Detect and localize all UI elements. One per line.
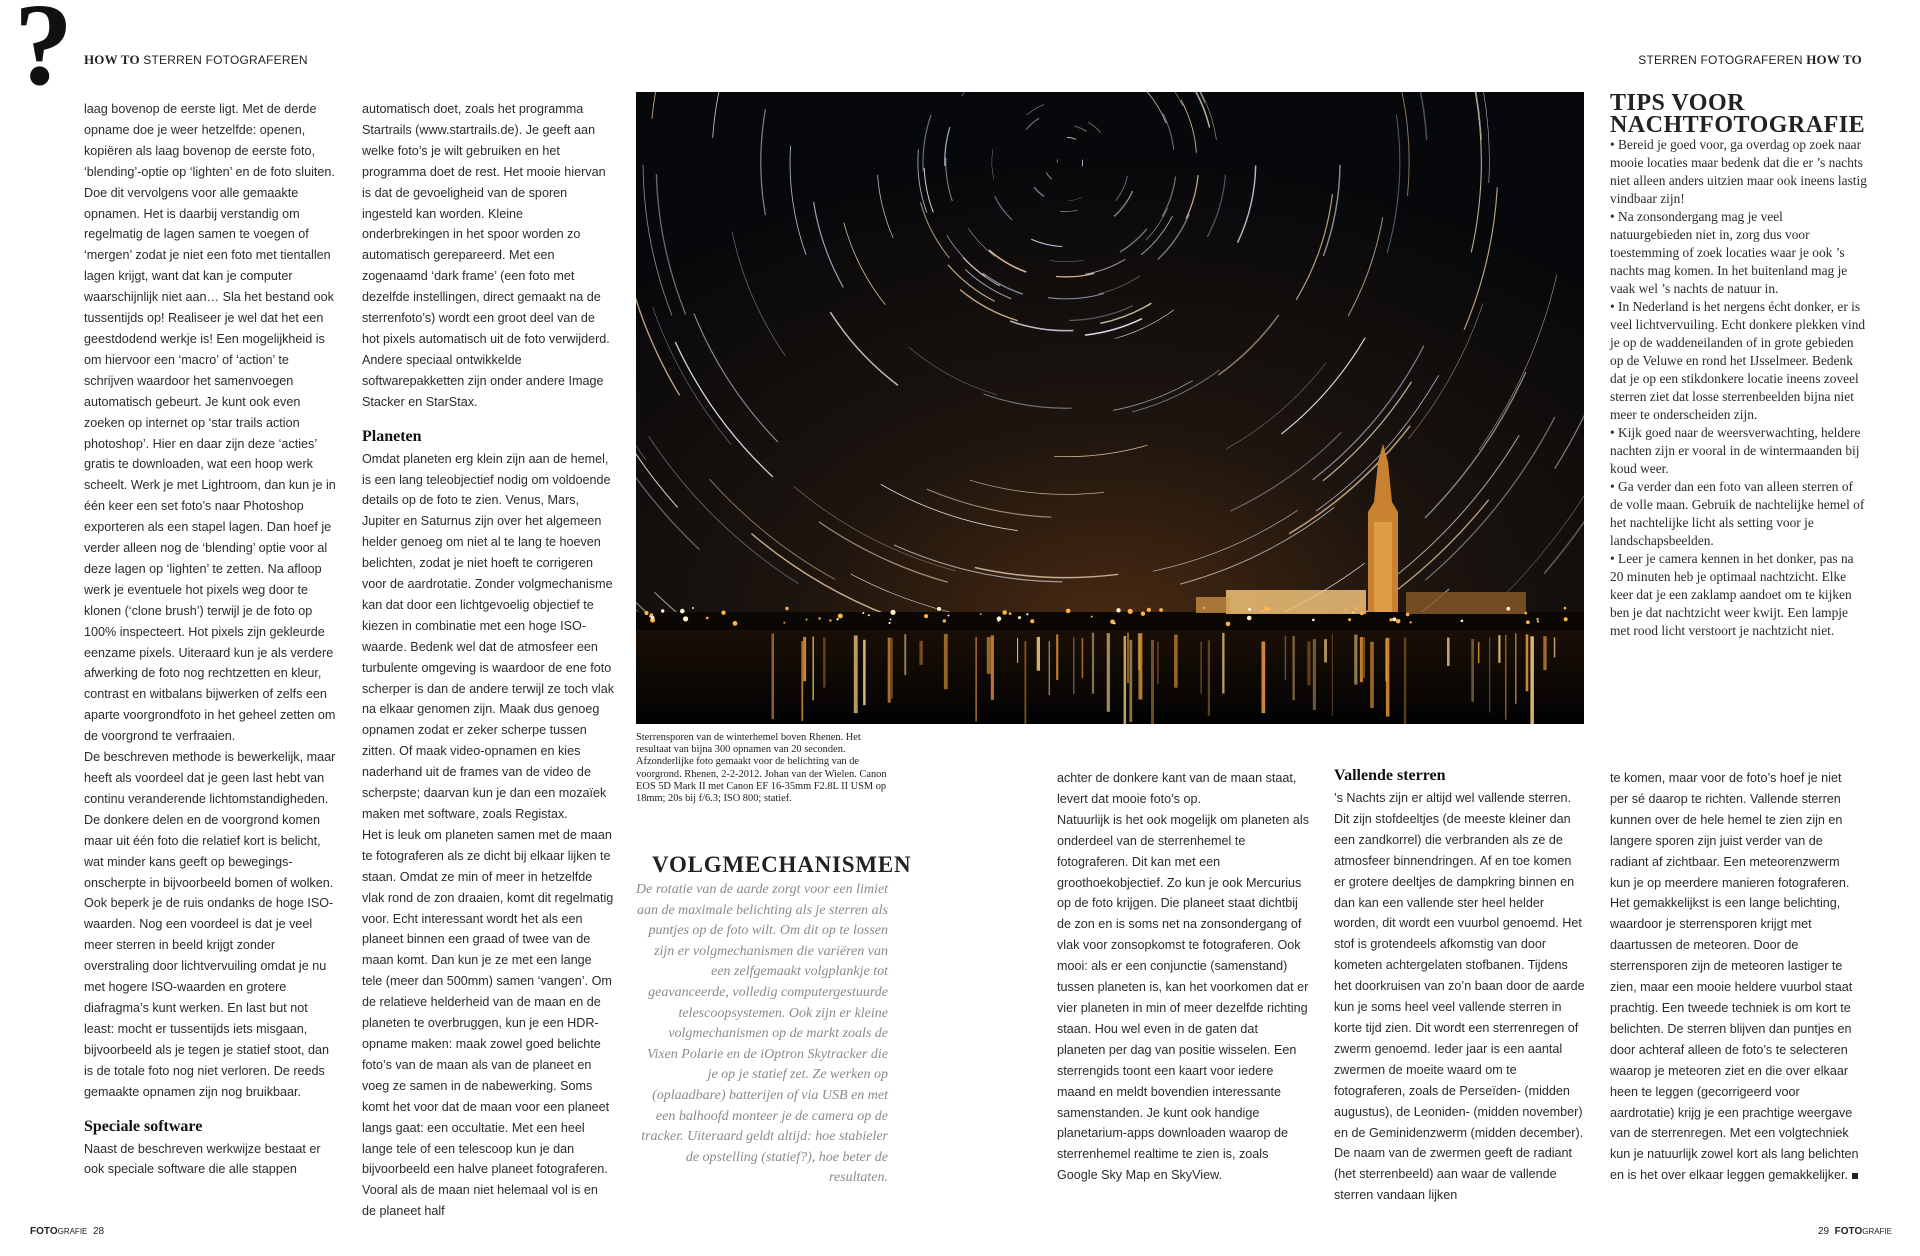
paragraph (1610, 768, 1862, 1186)
light-reflection (1037, 637, 1040, 671)
paragraph: ’s Nachts zijn er altijd wel vallende sterren. Dit zijn stofdeeltjes (de meeste kleiner dan een zandkorrel) die verbranden als ze de atmosfeer binnendringen. Af en toe komen er grotere deeltjes de dampkring binnen en dan kan een vallende ster heel helder worden, dit wordt een vuurbol genoemd. Het stof is grotendeels afkomstig van door kometen achtergelaten stofbanen. Tijdens het doorkruisen van zo’n baan door de aarde kun je soms heel veel vallende sterren in korte tijd zien. Dit wordt een sterrenregen of zwerm genoemd. Ieder jaar is een aantal zwermen de moeite waard om te fotograferen, zoals de Perseïden- (midden augustus), de Leoniden- (midden november) en de Geminidenzwerm (midden december). De naam van de zwermen geeft de radiant (het sterrenbeeld) aan waar de vallende sterren vandaan lijken (1334, 791, 1585, 1203)
town-light (721, 611, 725, 615)
running-header-right-text: STERREN FOTOGRAFEREN (1638, 53, 1807, 67)
footer-brand-rest: GRAFIE (1862, 1227, 1892, 1236)
light-reflection (801, 641, 803, 721)
light-reflection (1489, 637, 1490, 712)
town-light (1066, 609, 1071, 614)
tip-item: • Ga verder dan een foto van alleen sterren of de volle maan. Gebruik de nachtelijke hemel of het nachtelijke licht als setting voor je landschapsbeelden. (1610, 479, 1865, 548)
town-light (818, 617, 820, 619)
light-reflection (1515, 633, 1516, 704)
paragraph-text: te komen, maar voor de foto’s hoef je niet per sé daarop te richten. Vallende sterren kunnen over de hele hemel te zien zijn en langere sporen zijn juist verder van de radiant af zichtbaar. Een meteorenzwerm kun je op meerdere manieren fotograferen. Het gemakkelijkst is een lange belichting, waardoor je sterrensporen krijgt met daartussen de meteoren. Door de sterrensporen zijn de meteoren lastiger te zien, maar een mooie heldere vuurbol staat prachtig. Een tweede techniek is om kort te belichten. De sterren blijven dan puntjes en door achteraf alleen de foto’s te selecteren waarop je meteoren ziet en die over elkaar heen te leggen (gecorrigeerd voor aardrotatie) krijg je een prachtige weergave van de sterrenregen. Met een volgtechniek kun je natuurlijk zowel kort als lang belichten en is het over elkaar leggen gemakkelijker. (1610, 771, 1859, 1183)
star-trails-image (636, 92, 1584, 724)
town-light (651, 616, 655, 620)
section-heading-vallende-sterren: Vallende sterren (1334, 767, 1446, 784)
town-light (1141, 612, 1145, 616)
light-reflection (1157, 642, 1158, 684)
town-light (1406, 613, 1410, 617)
light-reflection (1262, 642, 1266, 714)
town-light (890, 619, 892, 621)
town-light (1128, 609, 1133, 614)
town-light (1147, 608, 1151, 612)
light-reflection (1139, 633, 1143, 699)
town-light (1360, 611, 1364, 615)
tips-list (1610, 136, 1868, 640)
town-light (997, 616, 1002, 621)
town-light (1525, 612, 1528, 615)
sidebar-title: VOLGMECHANISMEN (652, 852, 912, 877)
paragraph: Natuurlijk is het ook mogelijk om planeten als onderdeel van de sterrenhemel te fotograferen. Dit kan met een groothoekobjectief. Zo kun je ook Mercurius op de foto krijgen. Die planeet staat dichtbij de zon en is soms net na zonsondergang of vlak voor zonsopkomst te fotograferen. Ook mooi: als er een conjunctie (samenstand) tussen planeten is, kan het voorkomen dat er vier planeten in min of meer dezelfde richting staan. Hou wel even in de gaten dat planeten per dag van positie wisselen. Een sterrengids toont een kaart voor iedere maand en meldt bovendien interessante samenstanden. Je kunt ook handige planetarium-apps downloaden waarop de sterrenhemel realtime te zien is, zoals Google Sky Map en SkyView. (1057, 812, 1309, 1183)
tip-item: • Leer je camera kennen in het donker, pas na 20 minuten heb je optimaal nachtzicht. Elke keer dat je een zaklamp aandoet om te kijken ben je dat nachtzicht weer kwijt. Een lampje met rood licht verstoort je nachtzicht niet. (1610, 551, 1854, 638)
footer-brand-bold: FOTO (1834, 1226, 1863, 1237)
town-light (692, 607, 694, 609)
town-light (1461, 620, 1464, 623)
light-reflection (1017, 638, 1018, 663)
light-reflection (1056, 634, 1058, 680)
light-reflection (1478, 642, 1480, 663)
light-reflection (1200, 642, 1202, 694)
town-light (1002, 610, 1007, 615)
lit-building (1406, 592, 1526, 614)
running-header-left-bold: HOW TO (84, 52, 140, 67)
town-light (924, 614, 928, 618)
town-light (1018, 616, 1021, 619)
article-column-6 (1610, 768, 1862, 1186)
light-reflection (1082, 638, 1084, 678)
lit-building (1196, 597, 1230, 613)
town-light (680, 609, 685, 614)
town-light (829, 619, 831, 621)
light-reflection (1222, 633, 1224, 694)
question-mark-graphic: ? (14, 0, 73, 110)
article-column-5 (1334, 748, 1586, 1206)
light-reflection (1324, 639, 1327, 662)
town-light (806, 619, 808, 621)
light-reflection (1127, 633, 1128, 684)
photo-caption: Sterrensporen van de winterhemel boven Rhenen. Het resultaat van bijna 300 opnamen van 20 seconden. Afzonderlijke foto gemaakt voor de belichting van de voorgrond. Rhenen, 2-2-2012. Johan van der Wielen. Canon EOS 5D Mark II met Canon EF 16-35mm F2.8L II USM op 18mm; 20s bij f/6.3; ISO 800; statief. (636, 732, 887, 805)
town-light (997, 620, 999, 622)
town-light (1506, 607, 1510, 611)
light-reflection (854, 636, 858, 714)
light-reflection (1049, 641, 1050, 695)
town-light (836, 618, 838, 620)
light-reflection (1404, 638, 1406, 725)
section-heading-planeten: Planeten (362, 427, 422, 445)
light-reflection (1505, 635, 1506, 720)
light-reflection (1092, 633, 1094, 694)
section-heading-software: Speciale software (84, 1117, 203, 1135)
light-reflection (1307, 642, 1310, 686)
running-header-left-text: STERREN FOTOGRAFEREN (139, 53, 308, 67)
town-light (1312, 619, 1315, 622)
town-light (1203, 607, 1205, 609)
town-light (862, 612, 864, 614)
town-light (1389, 618, 1392, 621)
town-light (889, 622, 891, 624)
light-reflection (1107, 633, 1110, 712)
town-light (1536, 618, 1538, 620)
light-reflection (1073, 637, 1075, 694)
town-light (868, 614, 870, 616)
town-light (1526, 620, 1530, 624)
paragraph: achter de donkere kant van de maan staat, levert dat mooie foto’s op. (1057, 771, 1297, 806)
light-reflection (1208, 640, 1210, 715)
light-reflection (991, 635, 994, 699)
article-column-1 (84, 99, 336, 1180)
light-reflection (1471, 639, 1474, 702)
paragraph: Omdat planeten erg klein zijn aan de hemel, is een lang teleobjectief nodig om voldoende details op de foto te zien. Venus, Mars, Jupiter en Saturnus zijn over het algemeen helder genoeg om niet al te lang te hoeven belichten, zodat je niet hoeft te corrigeren voor de aardrotatie. Zonder volgmechanisme kan dat door een lichtgevoelig objectief te kiezen in combinatie met een hoge ISO-waarde. Bedenk wel dat de atmosfeer een turbulente omgeving is waardoor de ene foto scherper is dan de andere terwijl ze toch vlak na elkaar genomen zijn. Maak dus genoeg opnamen zodat er zeker scherpe tussen zitten. Of maak video-opnamen en kies naderhand uit de frames van de video de scherpste; daarvan kun je dan een mozaïek maken met software, zoals Registax. (362, 451, 615, 821)
town-light (1116, 608, 1120, 612)
light-reflection (1129, 640, 1132, 722)
light-reflection (1385, 639, 1387, 682)
light-reflection (1354, 635, 1357, 685)
footer-brand-bold: FOTO (30, 1226, 58, 1237)
paragraph: Naast de beschreven werkwijze bestaat er ook speciale software die alle stappen (84, 1141, 321, 1177)
town-light (1159, 608, 1163, 612)
town-light (706, 617, 709, 620)
town-light (1537, 621, 1539, 623)
town-light (1091, 616, 1093, 618)
town-light (1248, 608, 1251, 611)
light-reflection (1360, 637, 1363, 682)
town-light (783, 622, 785, 624)
town-light (1352, 612, 1354, 614)
town-light (1348, 618, 1351, 621)
town-light (838, 614, 843, 619)
tip-item: • Bereid je goed voor, ga overdag op zoek naar mooie locaties maar bedenk dat die er ’s nachts niet alleen anders uitzien maar ook ineens lastig vindbaar zijn! (1610, 137, 1867, 206)
tip-item: • In Nederland is het nergens écht donker, er is veel lichtvervuiling. Echt donkere plekken vind je op de waddeneilanden of in grote gebieden op de Veluwe en rond het IJsselmeer. Bedenk dat je op een stikdonkere locatie ineens zoveel sterren ziet dat losse sterrenbeelden bijna niet meer te onderscheiden zijn. (1610, 299, 1866, 422)
town-light (1226, 622, 1231, 627)
town-light (1026, 613, 1028, 615)
light-reflection (1285, 636, 1286, 680)
article-column-4 (1057, 768, 1309, 1186)
town-light (1410, 621, 1412, 623)
town-light (733, 621, 738, 626)
town-light (1113, 622, 1115, 624)
sidebar-text: De rotatie van de aarde zorgt voor een limiet aan de maximale belichting als je sterren als puntjes op de foto wilt. Om dit op te lossen zijn er volgmechanismen die variëren van een zelfgemaakt volgplankje tot geavanceerde, volledig computergestuurde telescoopsystemen. Ook zijn er kleine volgmechanismen op de markt zoals de Vixen Polarie en de iOptron Skytracker die je op je statief zet. Ze werken op (oplaadbare) batterijen of via USB en met een balhoofd monteer je de camera op de tracker. Uiteraard geldt altijd: hoe stabieler de opstelling (statief?), hoe beter de resultaten. (636, 882, 888, 1186)
light-reflection (823, 638, 826, 688)
town-light (1030, 619, 1034, 623)
paragraph: laag bovenop de eerste ligt. Met de derde opname doe je weer hetzelfde: openen, kopiëren als laag bovenop de eerste foto, ‘blending’-optie op ‘lighten’ en de foto sluiten. Doe dit vervolgens voor alle gemaakte opnamen. Het is daarbij verstandig om regelmatig de lagen samen te voegen of ‘mergen’ zodat je niet een foto met tientallen lagen krijgt, want dat kan je computer waarschijnlijk niet aan… Sla het bestand ook tussentijds op! Realiseer je wel dat het een geestdodend werkje is! Een mogelijkheid is om hiervoor een ‘macro’ of ‘action’ te schrijven waardoor het samenvoegen automatisch gebeurt. Je kunt ook even zoeken op internet op ‘star trails action photoshop’. Hier en daar zijn deze ‘acties’ gratis te downloaden, wat een hoop werk scheelt. Werk je met Lightroom, dan kun je in één keer een set foto’s naar Photoshop exporteren als een stapel lagen. Dan hoef je verder alleen nog de ‘blending’ optie voor al deze lagen op ‘lighten’ te zetten. Na afloop werk je eventuele hot pixels weg door te klonen (‘clone brush’) terwijl je de foto op 100% inspecteert. Hot pixels zijn gekleurde eenzame pixels. Uiteraard kun je als verdere afwerking de foto nog rechtzetten en kleur, contrast en witbalans bijwerken of zelfs een aparte voorgrondfoto in het geheel zetten om de voorgrond te verfraaien. (84, 102, 336, 744)
town-light (947, 615, 949, 617)
paragraph: automatisch doet, zoals het programma Startrails (www.startrails.de). Je geeft aan welke foto’s je wilt gebruiken en het programma doet de rest. Het mooie hiervan is dat de gevoeligheid van de sporen ingesteld kan worden. Kleine onderbrekingen in het spoor worden zo automatisch gerepareerd. Met een zogenaamd ‘dark frame’ (een foto met dezelfde instellingen, direct gemaakt na de sterrenfoto’s) wordt een groot deel van de hot pixels automatisch uit de foto verwijderd. Andere speciaal ontwikkelde softwarepakketten zijn onder andere Image Stacker en StarStax. (362, 102, 610, 409)
town-light (937, 607, 941, 611)
running-header-left (84, 52, 308, 68)
end-of-article-mark (1852, 1173, 1858, 1179)
light-reflection (1025, 641, 1027, 724)
town-light (683, 616, 688, 621)
light-reflection (1554, 637, 1556, 657)
town-light (1564, 617, 1568, 621)
town-light (1009, 612, 1012, 615)
light-reflection (1174, 635, 1178, 688)
light-reflection (772, 634, 775, 720)
page-number-left: 28 (92, 1226, 105, 1237)
light-reflection (891, 638, 892, 699)
light-reflection (1332, 634, 1333, 716)
light-reflection (1363, 637, 1364, 678)
star-trails-photo (636, 92, 1584, 724)
town-light (1355, 607, 1358, 610)
light-reflection (904, 634, 906, 675)
footer-brand-rest: GRAFIE (57, 1227, 88, 1236)
light-reflection (1447, 638, 1450, 666)
tips-title: TIPS VOOR NACHTFOTOGRAFIE (1610, 90, 1866, 138)
light-reflection (1530, 636, 1534, 724)
light-reflection (1124, 636, 1127, 724)
town-light (1564, 607, 1567, 610)
tip-item: • Na zonsondergang mag je veel natuurgebieden niet in, zorg dus voor toestemming of zoek locaties waar je ook ’s nachts mag komen. In het buitenland mag je vaak wel ’s nachts de natuur in. (1610, 209, 1848, 296)
light-reflection (888, 638, 891, 703)
light-reflection (1498, 635, 1500, 663)
light-reflection (1526, 634, 1529, 691)
running-header-right (1638, 52, 1862, 68)
town-light (661, 609, 664, 612)
footer-right (1818, 1226, 1892, 1237)
town-light (980, 613, 982, 615)
town-light (785, 607, 788, 610)
paragraph: Het is leuk om planeten samen met de maan te fotograferen als ze dicht bij elkaar lijken te staan. Omdat ze min of meer in hetzelfde vlak rond de zon draaien, komt dit regelmatig voor. Echt interessant wordt het als een planeet binnen een graad of twee van de maan komt. Dan kun je ze met een lange tele (meer dan 500mm) samen ‘vangen’. Om de relatieve helderheid van de maan en de planeten te overbruggen, kun je een HDR-opname maken: maak zowel goed belichte foto’s van de maan als van de planeet en voeg ze samen in de nabewerking. Soms komt het voor dat de maan voor een planeet langs gaat: een occultatie. Met een heel lange tele of een telescoop kun je dan bijvoorbeeld een halve planeet fotograferen. Vooral als de maan niet helemaal vol is en de planeet half (362, 827, 614, 1219)
light-reflection (1370, 642, 1374, 708)
town-light (890, 610, 895, 615)
church-tower-light (1374, 522, 1392, 612)
light-reflection (919, 641, 922, 665)
light-reflection (987, 637, 991, 674)
town-light (1247, 616, 1252, 621)
paragraph: De beschreven methode is bewerkelijk, maar heeft als voordeel dat je geen last hebt van continu veranderende lichtomstandigheden. De donkere delen en de voorgrond komen maar uit één foto die relatief kort is belicht, wat minder kans geeft op bewegings-onscherpte in bijvoorbeeld bomen of wolken. Ook beperk je de ruis ondanks de hoge ISO-waarden. Nog een voordeel is dat je veel meer sterren in beeld krijgt zonder overstraling door lichtvervuiling omdat je nu met hogere ISO-waarden en grotere diafragma’s kunt werken. En last but not least: mocht er tussentijds iets misgaan, bijvoorbeeld als je tegen je statief stoot, dan is de totale foto nog niet verloren. De reeds gemaakte opnamen zijn nog bruikbaar. (84, 750, 336, 1099)
town-light (1396, 619, 1400, 623)
light-reflection (1151, 640, 1154, 724)
light-reflection (976, 637, 977, 721)
light-reflection (1543, 636, 1546, 670)
running-header-right-bold: HOW TO (1806, 52, 1862, 67)
light-reflection (803, 637, 806, 681)
town-light (1345, 609, 1347, 611)
light-reflection (1313, 639, 1316, 710)
light-reflection (944, 634, 948, 689)
light-reflection (863, 640, 866, 705)
page-number-right: 29 (1817, 1226, 1830, 1237)
town-light (644, 611, 648, 615)
light-reflection (813, 636, 814, 700)
town-light (1392, 617, 1396, 621)
town-light (943, 619, 946, 622)
town-light (1264, 607, 1268, 611)
light-reflection (1292, 636, 1295, 700)
footer-left (30, 1226, 104, 1237)
tip-item: • Kijk goed naar de weersverwachting, heldere nachten zijn er vooral in de wintermaanden bij koud weer. (1610, 425, 1861, 476)
article-column-2 (362, 99, 614, 1222)
